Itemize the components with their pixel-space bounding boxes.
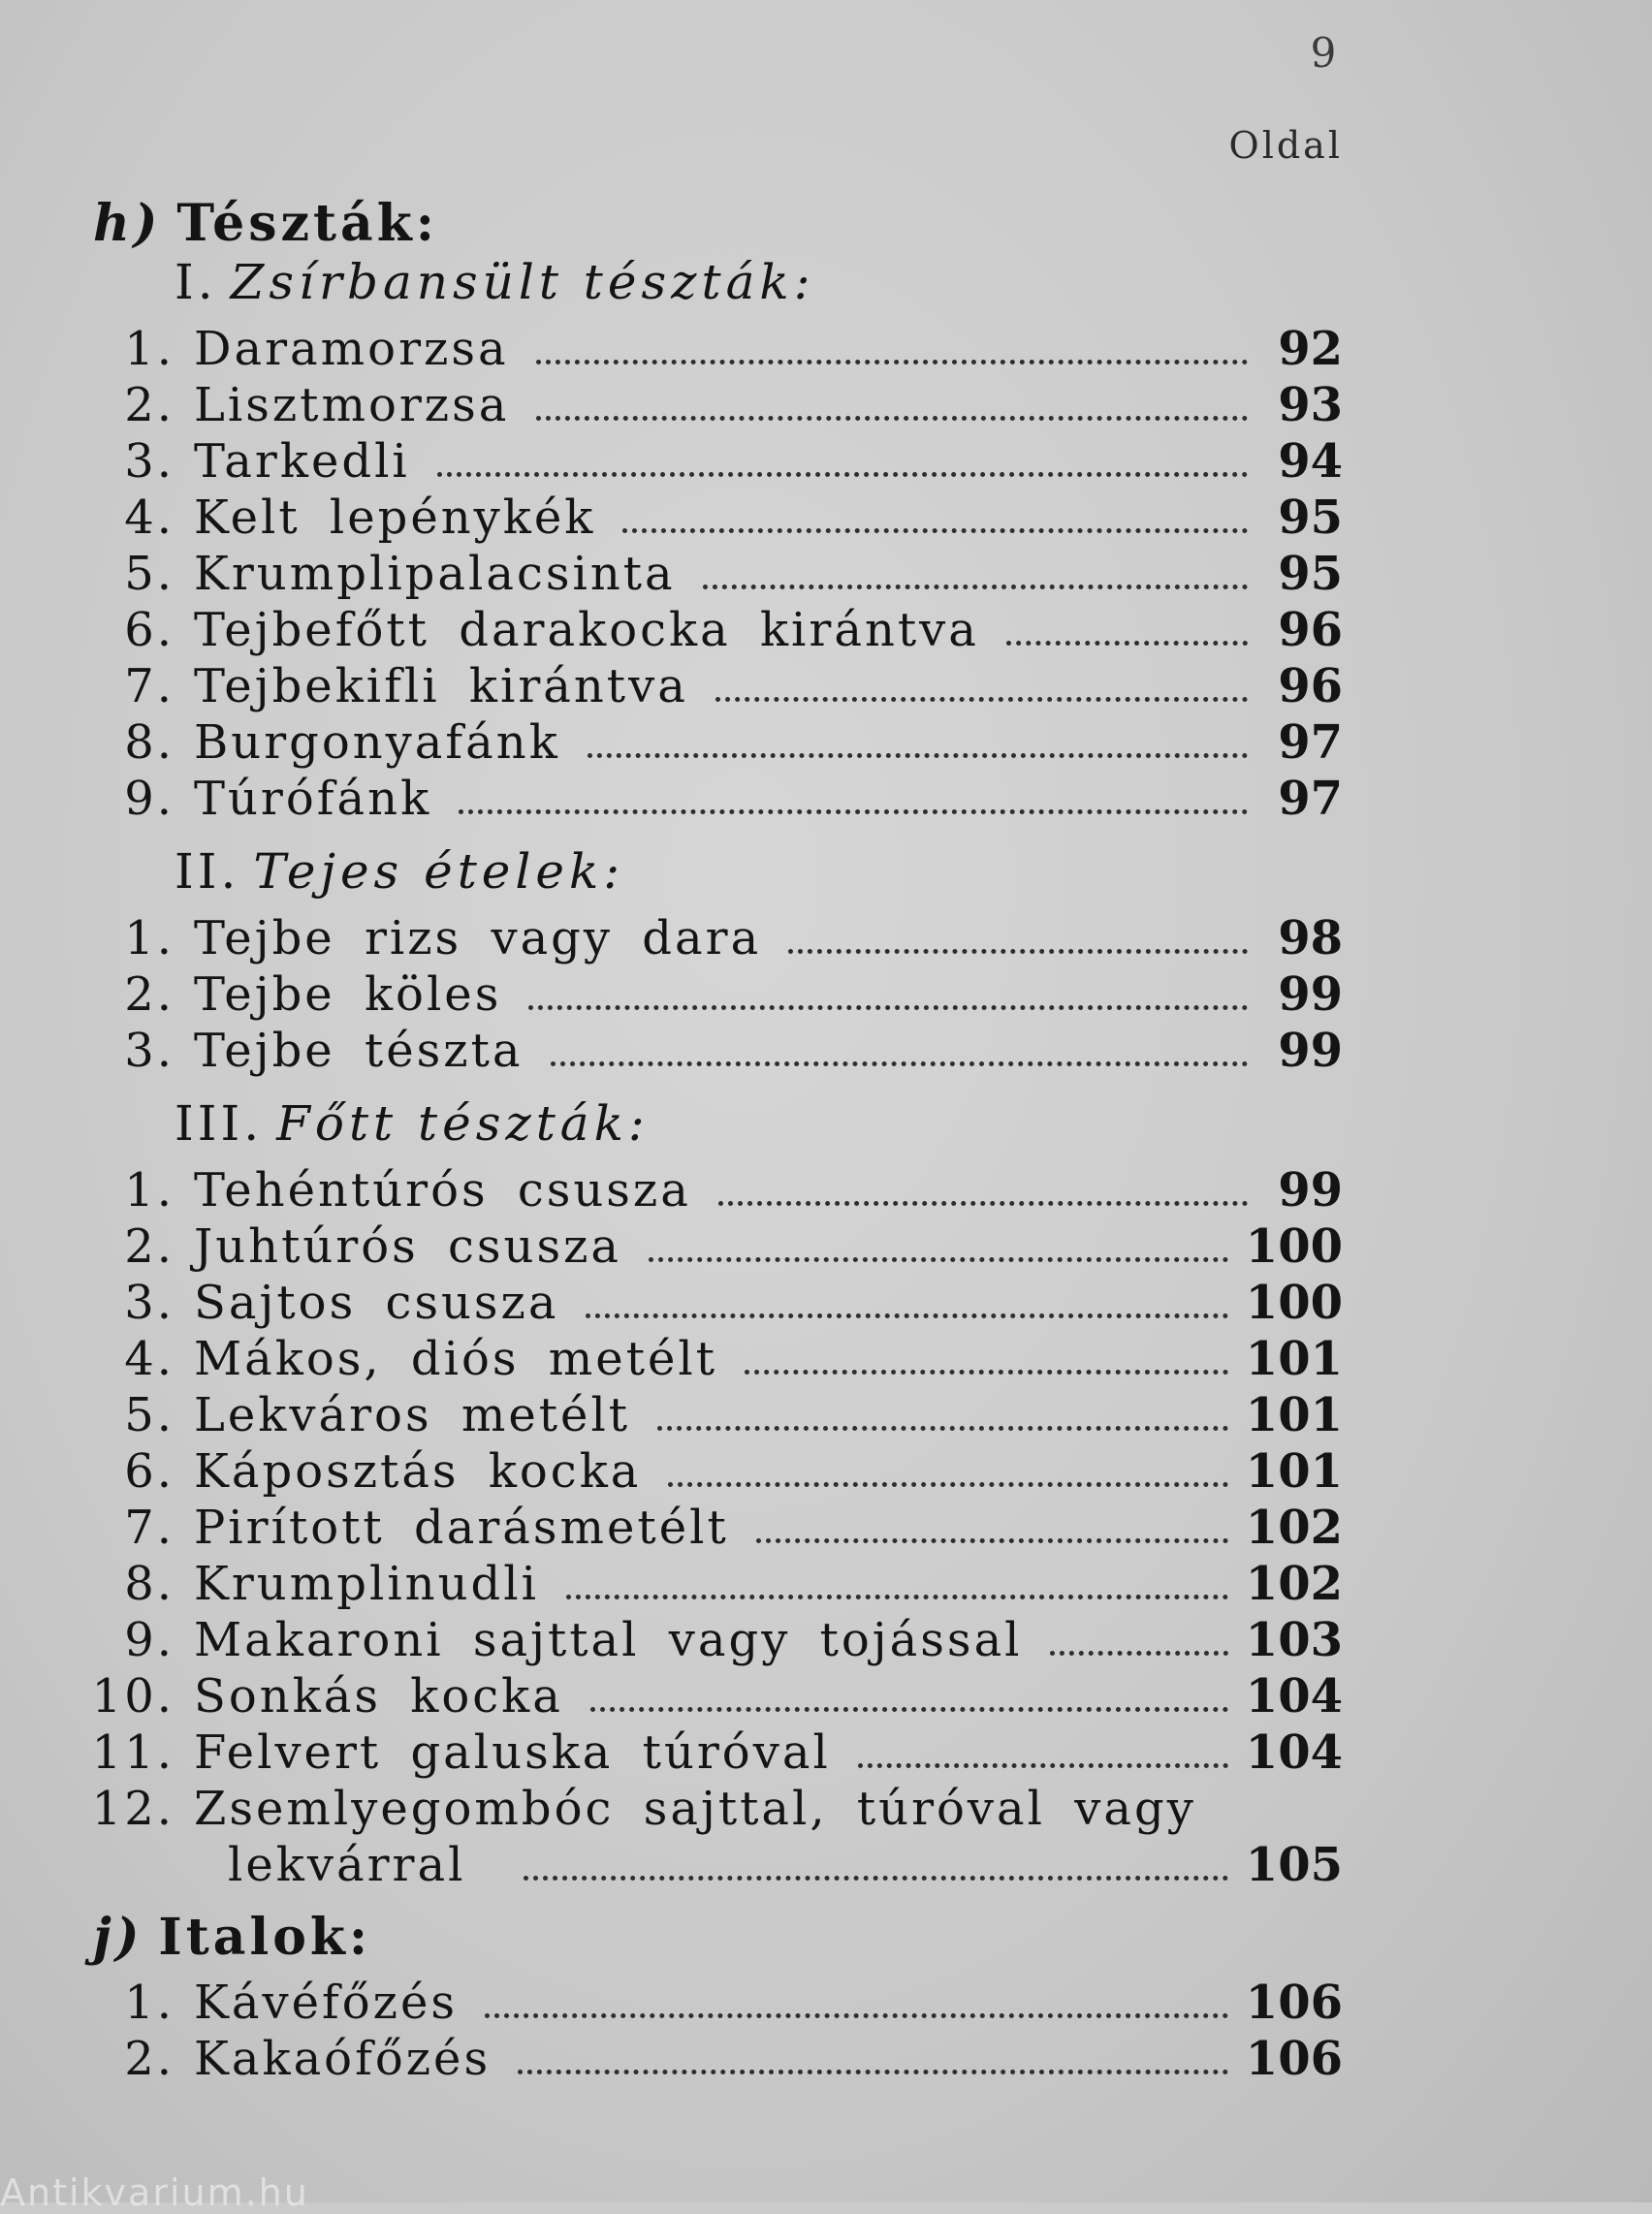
entry-page: 102 <box>1245 1557 1343 1611</box>
entry-number: 7. <box>124 659 175 713</box>
entry-page: 95 <box>1278 547 1343 601</box>
entry-title: Krumplinudli <box>194 1557 539 1611</box>
entry-number: 8. <box>124 1557 175 1611</box>
entry-title: Tarkedli <box>194 434 410 489</box>
subsection-numeral: III. <box>175 1095 264 1152</box>
section-title-teszták <box>93 194 438 253</box>
dot-leader <box>649 1248 1228 1262</box>
section-letter: h) <box>93 194 162 253</box>
toc-entry <box>82 1557 1343 1613</box>
toc-entry <box>82 659 1343 715</box>
entry-number: 8. <box>124 715 175 770</box>
entry-page: 97 <box>1278 715 1343 770</box>
entry-page: 100 <box>1245 1276 1343 1330</box>
entry-page: 102 <box>1245 1501 1343 1555</box>
entry-number: 2. <box>124 378 175 432</box>
entry-page: 105 <box>1245 1838 1343 1892</box>
entry-number: 9. <box>124 1613 175 1667</box>
entry-number: 6. <box>124 603 175 657</box>
toc-entry <box>82 490 1343 547</box>
entry-number: 3. <box>124 1024 175 1078</box>
subsection-title-zsirbansult <box>175 254 815 310</box>
toc-entry <box>82 2032 1343 2088</box>
subsection-numeral: I. <box>175 254 217 310</box>
entry-title: Tejbekifli kirántva <box>194 659 688 713</box>
dot-leader <box>745 1360 1228 1375</box>
dot-leader <box>703 575 1248 589</box>
dot-leader <box>590 1697 1228 1712</box>
entry-title: Burgonyafánk <box>194 715 560 770</box>
toc-entry <box>82 1613 1343 1669</box>
entry-number: 6. <box>124 1444 175 1499</box>
entry-title: Krumplipalacsinta <box>194 547 676 601</box>
entry-title: Kávéfőzés <box>194 1976 458 2030</box>
entry-page: 104 <box>1245 1725 1343 1780</box>
toc-entry <box>82 1725 1343 1782</box>
toc-entry <box>82 1276 1343 1332</box>
dot-leader <box>858 1754 1228 1768</box>
toc-entry <box>82 1163 1343 1219</box>
entry-title: Káposztás kocka <box>194 1444 642 1499</box>
entry-title-continuation: lekvárral <box>228 1838 466 1892</box>
toc-entry <box>82 772 1343 828</box>
entry-title: Kelt lepénykék <box>194 490 596 545</box>
toc-entry <box>82 911 1343 967</box>
dot-leader <box>551 1052 1249 1066</box>
entry-page: 101 <box>1245 1388 1343 1442</box>
dot-leader <box>528 996 1248 1010</box>
entry-page: 92 <box>1278 322 1343 376</box>
entry-title: Túrófánk <box>194 772 432 826</box>
entry-number: 2. <box>124 2032 175 2086</box>
entry-page: 97 <box>1278 772 1343 826</box>
toc-entry <box>82 322 1343 378</box>
entry-title: Tejbe rizs vagy dara <box>194 911 762 965</box>
section-letter: j) <box>93 1908 143 1967</box>
entry-page: 106 <box>1245 2032 1343 2086</box>
entry-number: 5. <box>124 547 175 601</box>
dot-leader <box>668 1472 1227 1487</box>
section-name: Tészták: <box>176 194 438 253</box>
subsection-name: Zsírbansült tészták: <box>230 254 815 310</box>
subsection-name: Főtt tészták: <box>276 1095 650 1152</box>
toc-entry <box>82 1024 1343 1080</box>
dot-leader <box>437 462 1248 477</box>
entry-number: 1. <box>124 1976 175 2030</box>
entry-title: Lisztmorzsa <box>194 378 510 432</box>
entry-number: 1. <box>124 322 175 376</box>
entry-page: 100 <box>1245 1219 1343 1274</box>
toc-entry <box>82 1669 1343 1725</box>
toc-entry <box>82 1501 1343 1557</box>
dot-leader <box>756 1529 1228 1543</box>
entry-number: 9. <box>124 772 175 826</box>
toc-entry <box>82 378 1343 434</box>
entry-page: 95 <box>1278 490 1343 545</box>
toc-entry <box>82 1219 1343 1276</box>
entry-page: 101 <box>1245 1444 1343 1499</box>
entry-title: Makaroni sajttal vagy tojással <box>194 1613 1023 1667</box>
dot-leader <box>518 2060 1228 2074</box>
toc-entry <box>82 434 1343 490</box>
dot-leader <box>485 2004 1228 2018</box>
entry-title: Sonkás kocka <box>194 1669 563 1724</box>
entry-title: Felvert galuska túróval <box>194 1725 831 1780</box>
entry-page: 99 <box>1278 967 1343 1022</box>
dot-leader <box>1050 1641 1228 1656</box>
toc-entry <box>82 1782 1343 1838</box>
entry-page: 104 <box>1245 1669 1343 1724</box>
page-number: 9 <box>1310 29 1337 77</box>
entry-page: 94 <box>1278 434 1343 489</box>
toc-entry <box>82 715 1343 772</box>
dot-leader <box>657 1416 1228 1431</box>
dot-leader <box>1006 631 1248 646</box>
toc-entry <box>82 1444 1343 1501</box>
entry-title: Pirított darásmetélt <box>194 1501 729 1555</box>
entry-title: Tehéntúrós csusza <box>194 1163 691 1218</box>
entry-number: 2. <box>124 1219 175 1274</box>
entry-title: Juhtúrós csusza <box>194 1219 621 1274</box>
entry-title: Kakaófőzés <box>194 2032 492 2086</box>
entry-number: 12. <box>91 1782 175 1836</box>
entry-page: 101 <box>1245 1332 1343 1386</box>
subsection-title-tejes-etelek <box>175 843 624 900</box>
entry-number: 11. <box>91 1725 175 1780</box>
toc-entry <box>82 967 1343 1024</box>
entry-title: Tejbe tészta <box>194 1024 524 1078</box>
entry-title: Tejbefőtt darakocka kirántva <box>194 603 979 657</box>
entry-number: 1. <box>124 911 175 965</box>
entry-page: 98 <box>1278 911 1343 965</box>
dot-leader <box>524 1866 1227 1881</box>
dot-leader <box>622 519 1248 533</box>
entry-page: 106 <box>1245 1976 1343 2030</box>
toc-entry <box>82 603 1343 659</box>
entry-page: 99 <box>1278 1024 1343 1078</box>
entry-title: Lekváros metélt <box>194 1388 631 1442</box>
toc-entry-continuation <box>82 1838 1343 1894</box>
toc-entry <box>82 1388 1343 1444</box>
entry-page: 103 <box>1245 1613 1343 1667</box>
dot-leader <box>788 939 1248 954</box>
section-name: Italok: <box>158 1908 372 1967</box>
entry-number: 5. <box>124 1388 175 1442</box>
dot-leader <box>586 1304 1227 1318</box>
entry-title: Tejbe köles <box>194 967 502 1022</box>
subsection-name: Tejes ételek: <box>253 843 625 900</box>
entry-number: 7. <box>124 1501 175 1555</box>
toc-entry <box>82 1332 1343 1388</box>
dot-leader <box>718 1191 1248 1206</box>
dot-leader <box>459 800 1248 814</box>
dot-leader <box>536 350 1248 364</box>
dot-leader <box>536 406 1248 421</box>
toc-entry <box>82 547 1343 603</box>
entry-number: 10. <box>91 1669 175 1724</box>
entry-number: 3. <box>124 434 175 489</box>
entry-page: 93 <box>1278 378 1343 432</box>
dot-leader <box>715 687 1248 702</box>
entry-number: 2. <box>124 967 175 1022</box>
entry-page: 99 <box>1278 1163 1343 1218</box>
entry-title: Daramorzsa <box>194 322 509 376</box>
section-title-italok <box>93 1908 371 1967</box>
entry-title: Zsemlyegombóc sajttal, túróval vagy <box>194 1782 1196 1836</box>
entry-number: 3. <box>124 1276 175 1330</box>
watermark: Antikvarium.hu <box>0 2171 309 2214</box>
entry-number: 4. <box>124 1332 175 1386</box>
entry-page: 96 <box>1278 603 1343 657</box>
subsection-numeral: II. <box>175 843 240 900</box>
entry-title: Sajtos csusza <box>194 1276 559 1330</box>
dot-leader <box>566 1585 1228 1599</box>
entry-number: 4. <box>124 490 175 545</box>
entry-page: 96 <box>1278 659 1343 713</box>
page-column-header: Oldal <box>1228 124 1343 167</box>
subsection-title-fott-tesztak <box>175 1095 650 1152</box>
entry-number: 1. <box>124 1163 175 1218</box>
entry-title: Mákos, diós metélt <box>194 1332 718 1386</box>
dot-leader <box>588 743 1248 758</box>
toc-entry <box>82 1976 1343 2032</box>
